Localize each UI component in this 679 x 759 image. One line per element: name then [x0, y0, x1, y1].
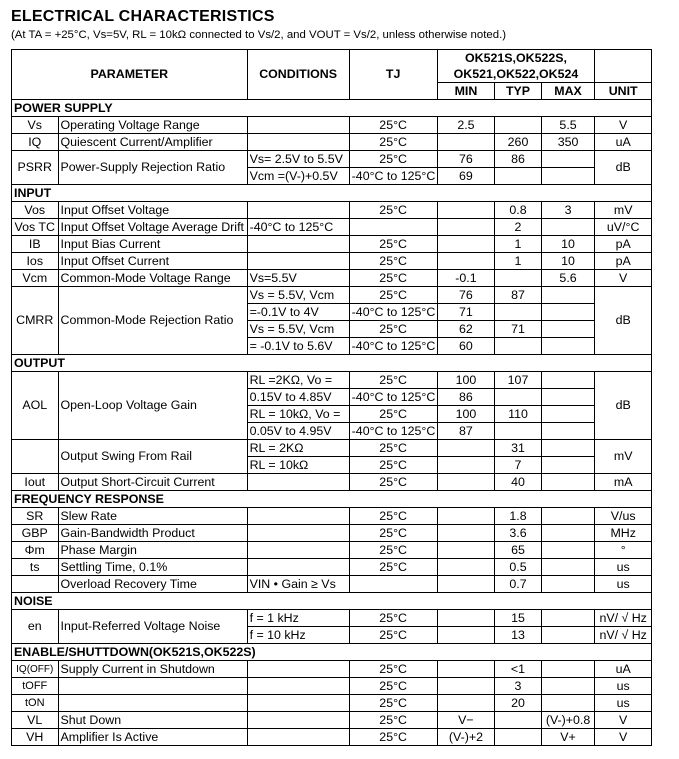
- page-title: ELECTRICAL CHARACTERISTICS: [11, 8, 275, 25]
- unit: us: [595, 559, 652, 576]
- conditions: [247, 695, 349, 712]
- table-row: [12, 202, 652, 219]
- tj: 25°C: [349, 134, 437, 151]
- min: 100: [437, 372, 495, 389]
- tj: 25°C: [349, 253, 437, 270]
- typ: 110: [495, 406, 542, 423]
- symbol: CMRR: [12, 287, 59, 355]
- min: [437, 695, 495, 712]
- table-row: [12, 440, 652, 457]
- max: 10: [541, 236, 595, 253]
- typ: [495, 270, 542, 287]
- tj: 25°C: [349, 525, 437, 542]
- tj: 25°C: [349, 627, 437, 644]
- tj: 25°C: [349, 542, 437, 559]
- unit: V: [595, 270, 652, 287]
- max: [541, 372, 595, 389]
- max: [541, 661, 595, 678]
- max: [541, 525, 595, 542]
- typ: 3.6: [495, 525, 542, 542]
- max: [541, 542, 595, 559]
- typ: 86: [495, 151, 542, 168]
- symbol: [12, 440, 59, 474]
- min: V−: [437, 712, 495, 729]
- min: [437, 627, 495, 644]
- table-row: [12, 474, 652, 491]
- min: [437, 542, 495, 559]
- unit: V/us: [595, 508, 652, 525]
- unit: mA: [595, 474, 652, 491]
- min: [437, 457, 495, 474]
- parameter: Output Swing From Rail: [58, 440, 247, 474]
- parameter: Input Offset Voltage: [58, 202, 247, 219]
- max: [541, 304, 595, 321]
- unit: dB: [595, 151, 652, 185]
- typ: [495, 168, 542, 185]
- conditions: [247, 525, 349, 542]
- header-unit: UNIT: [595, 83, 652, 100]
- min: [437, 253, 495, 270]
- typ: 7: [495, 457, 542, 474]
- typ: 20: [495, 695, 542, 712]
- typ: [495, 117, 542, 134]
- parameter: Input Bias Current: [58, 236, 247, 253]
- symbol: Φm: [12, 542, 59, 559]
- conditions: [247, 202, 349, 219]
- header-typ: TYP: [495, 83, 542, 100]
- max: [541, 695, 595, 712]
- header-conditions: CONDITIONS: [247, 50, 349, 100]
- symbol: Vs: [12, 117, 59, 134]
- min: 60: [437, 338, 495, 355]
- parameter: [58, 678, 247, 695]
- table-row: [12, 610, 652, 627]
- parameter: Input Offset Voltage Average Drift: [58, 219, 247, 236]
- table-row: [12, 253, 652, 270]
- typ: 0.7: [495, 576, 542, 593]
- max: [541, 338, 595, 355]
- section-input: INPUT: [12, 185, 652, 202]
- conditions: [247, 236, 349, 253]
- parameter: Common-Mode Voltage Range: [58, 270, 247, 287]
- conditions: [247, 661, 349, 678]
- electrical-characteristics-table: [11, 49, 652, 746]
- symbol: IQ: [12, 134, 59, 151]
- min: [437, 440, 495, 457]
- conditions: RL = 2KΩ: [247, 440, 349, 457]
- typ: 1: [495, 236, 542, 253]
- symbol: [12, 576, 59, 593]
- symbol: en: [12, 610, 59, 644]
- section-noise: NOISE: [12, 593, 652, 610]
- max: [541, 168, 595, 185]
- min: 2.5: [437, 117, 495, 134]
- min: 76: [437, 151, 495, 168]
- min: [437, 202, 495, 219]
- parameter: Shut Down: [58, 712, 247, 729]
- conditions: [247, 117, 349, 134]
- tj: 25°C: [349, 202, 437, 219]
- table-row: [12, 729, 652, 746]
- tj: 25°C: [349, 559, 437, 576]
- min: 87: [437, 423, 495, 440]
- max: 3: [541, 202, 595, 219]
- section-power-supply: POWER SUPPLY: [12, 100, 652, 117]
- unit: V: [595, 117, 652, 134]
- unit: pA: [595, 253, 652, 270]
- typ: 107: [495, 372, 542, 389]
- conditions: -40°C to 125°C: [247, 219, 349, 236]
- max: [541, 627, 595, 644]
- parameter: Open-Loop Voltage Gain: [58, 372, 247, 440]
- table-row: [12, 661, 652, 678]
- parameter: Settling Time, 0.1%: [58, 559, 247, 576]
- typ: 71: [495, 321, 542, 338]
- conditions: [247, 253, 349, 270]
- max: [541, 678, 595, 695]
- tj: 25°C: [349, 729, 437, 746]
- symbol: AOL: [12, 372, 59, 440]
- min: 62: [437, 321, 495, 338]
- conditions: =-0.1V to 4V: [247, 304, 349, 321]
- parameter: Supply Current in Shutdown: [58, 661, 247, 678]
- unit: dB: [595, 372, 652, 440]
- table-row: [12, 134, 652, 151]
- page-subtitle: (At TA = +25°C, Vs=5V, RL = 10kΩ connected to Vs/2, and VOUT = Vs/2, unless otherwise noted.): [11, 29, 507, 41]
- tj: 25°C: [349, 474, 437, 491]
- tj: 25°C: [349, 321, 437, 338]
- conditions: [247, 712, 349, 729]
- typ: 3: [495, 678, 542, 695]
- conditions: 0.15V to 4.85V: [247, 389, 349, 406]
- tj: -40°C to 125°C: [349, 389, 437, 406]
- max: [541, 457, 595, 474]
- tj: 25°C: [349, 695, 437, 712]
- unit: V: [595, 729, 652, 746]
- section-frequency-response: FREQUENCY RESPONSE: [12, 491, 652, 508]
- typ: 40: [495, 474, 542, 491]
- table-row: [12, 559, 652, 576]
- table-row: [12, 576, 652, 593]
- symbol: IB: [12, 236, 59, 253]
- parameter: Common-Mode Rejection Ratio: [58, 287, 247, 355]
- max: (V-)+0.8: [541, 712, 595, 729]
- typ: [495, 389, 542, 406]
- table-row: [12, 270, 652, 287]
- conditions: [247, 474, 349, 491]
- tj: -40°C to 125°C: [349, 423, 437, 440]
- conditions: Vs = 5.5V, Vcm: [247, 287, 349, 304]
- table-row: [12, 712, 652, 729]
- min: [437, 576, 495, 593]
- max: [541, 508, 595, 525]
- typ: 0.5: [495, 559, 542, 576]
- typ: 0.8: [495, 202, 542, 219]
- min: 100: [437, 406, 495, 423]
- conditions: VIN • Gain ≥ Vs: [247, 576, 349, 593]
- table-row: [12, 525, 652, 542]
- table-row: [12, 678, 652, 695]
- parameter: Quiescent Current/Amplifier: [58, 134, 247, 151]
- parameter: [58, 695, 247, 712]
- typ: [495, 423, 542, 440]
- typ: 15: [495, 610, 542, 627]
- symbol: Vos: [12, 202, 59, 219]
- typ: 87: [495, 287, 542, 304]
- typ: [495, 712, 542, 729]
- conditions: [247, 508, 349, 525]
- min: [437, 219, 495, 236]
- unit: mV: [595, 202, 652, 219]
- min: [437, 661, 495, 678]
- parameter: Gain-Bandwidth Product: [58, 525, 247, 542]
- min: 86: [437, 389, 495, 406]
- typ: <1: [495, 661, 542, 678]
- max: [541, 287, 595, 304]
- tj: 25°C: [349, 440, 437, 457]
- max: [541, 321, 595, 338]
- symbol: IQ(OFF): [12, 661, 59, 678]
- conditions: Vs = 5.5V, Vcm: [247, 321, 349, 338]
- min: 76: [437, 287, 495, 304]
- unit: V: [595, 712, 652, 729]
- unit: uV/°C: [595, 219, 652, 236]
- table-row: [12, 219, 652, 236]
- table-row: [12, 117, 652, 134]
- parameter: Amplifier Is Active: [58, 729, 247, 746]
- unit: us: [595, 576, 652, 593]
- tj: 25°C: [349, 661, 437, 678]
- max: [541, 559, 595, 576]
- unit: dB: [595, 287, 652, 355]
- conditions: Vs=5.5V: [247, 270, 349, 287]
- max: V+: [541, 729, 595, 746]
- typ: 13: [495, 627, 542, 644]
- conditions: [247, 134, 349, 151]
- max: [541, 151, 595, 168]
- symbol: Ios: [12, 253, 59, 270]
- parameter: Phase Margin: [58, 542, 247, 559]
- max: [541, 610, 595, 627]
- unit: nV/ √ Hz: [595, 610, 652, 627]
- header-min: MIN: [437, 83, 495, 100]
- tj: -40°C to 125°C: [349, 304, 437, 321]
- symbol: Vos TC: [12, 219, 59, 236]
- min: [437, 474, 495, 491]
- typ: 1.8: [495, 508, 542, 525]
- min: [437, 134, 495, 151]
- parameter: Overload Recovery Time: [58, 576, 247, 593]
- min: [437, 610, 495, 627]
- symbol: VL: [12, 712, 59, 729]
- conditions: f = 10 kHz: [247, 627, 349, 644]
- max: [541, 406, 595, 423]
- table-row: [12, 372, 652, 389]
- table-row: [12, 287, 652, 304]
- min: [437, 236, 495, 253]
- symbol: tOFF: [12, 678, 59, 695]
- tj: [349, 576, 437, 593]
- unit: nV/ √ Hz: [595, 627, 652, 644]
- symbol: Vcm: [12, 270, 59, 287]
- parameter: Power-Supply Rejection Ratio: [58, 151, 247, 185]
- unit: pA: [595, 236, 652, 253]
- min: -0.1: [437, 270, 495, 287]
- tj: 25°C: [349, 270, 437, 287]
- min: [437, 559, 495, 576]
- conditions: f = 1 kHz: [247, 610, 349, 627]
- conditions: Vcm =(V-)+0.5V: [247, 168, 349, 185]
- max: 350: [541, 134, 595, 151]
- max: [541, 576, 595, 593]
- conditions: Vs= 2.5V to 5.5V: [247, 151, 349, 168]
- conditions: [247, 678, 349, 695]
- symbol: ts: [12, 559, 59, 576]
- min: [437, 678, 495, 695]
- parameter: Input Offset Current: [58, 253, 247, 270]
- symbol: Iout: [12, 474, 59, 491]
- header-blank: [595, 50, 652, 83]
- table-row: [12, 695, 652, 712]
- table-row: [12, 508, 652, 525]
- max: 10: [541, 253, 595, 270]
- conditions: [247, 542, 349, 559]
- symbol: tON: [12, 695, 59, 712]
- typ: 2: [495, 219, 542, 236]
- unit: mV: [595, 440, 652, 474]
- tj: 25°C: [349, 117, 437, 134]
- max: [541, 423, 595, 440]
- header-parameter: PARAMETER: [12, 50, 248, 100]
- tj: 25°C: [349, 678, 437, 695]
- tj: 25°C: [349, 712, 437, 729]
- tj: [349, 219, 437, 236]
- typ: 1: [495, 253, 542, 270]
- symbol: SR: [12, 508, 59, 525]
- table-row: [12, 151, 652, 168]
- unit: us: [595, 695, 652, 712]
- tj: 25°C: [349, 457, 437, 474]
- tj: 25°C: [349, 610, 437, 627]
- typ: 31: [495, 440, 542, 457]
- max: [541, 389, 595, 406]
- tj: 25°C: [349, 236, 437, 253]
- section-output: OUTPUT: [12, 355, 652, 372]
- unit: uA: [595, 661, 652, 678]
- min: 69: [437, 168, 495, 185]
- min: 71: [437, 304, 495, 321]
- tj: 25°C: [349, 406, 437, 423]
- conditions: RL = 10kΩ, Vo =: [247, 406, 349, 423]
- parameter: Operating Voltage Range: [58, 117, 247, 134]
- tj: -40°C to 125°C: [349, 338, 437, 355]
- section-enable-shutdown: ENABLE/SHUTTDOWN(OK521S,OK522S): [12, 644, 652, 661]
- max: [541, 219, 595, 236]
- symbol: PSRR: [12, 151, 59, 185]
- tj: 25°C: [349, 372, 437, 389]
- tj: 25°C: [349, 287, 437, 304]
- tj: 25°C: [349, 508, 437, 525]
- parameter: Input-Referred Voltage Noise: [58, 610, 247, 644]
- unit: us: [595, 678, 652, 695]
- conditions: [247, 559, 349, 576]
- typ: [495, 304, 542, 321]
- conditions: 0.05V to 4.95V: [247, 423, 349, 440]
- min: [437, 508, 495, 525]
- conditions: = -0.1V to 5.6V: [247, 338, 349, 355]
- max: 5.5: [541, 117, 595, 134]
- conditions: [247, 729, 349, 746]
- min: [437, 525, 495, 542]
- symbol: GBP: [12, 525, 59, 542]
- table-row: [12, 236, 652, 253]
- min: (V-)+2: [437, 729, 495, 746]
- header-parts: OK521S,OK522S, OK521,OK522,OK524: [437, 50, 595, 83]
- max: 5.6: [541, 270, 595, 287]
- conditions: RL =2KΩ, Vo =: [247, 372, 349, 389]
- conditions: RL = 10kΩ: [247, 457, 349, 474]
- unit: °: [595, 542, 652, 559]
- typ: [495, 729, 542, 746]
- symbol: VH: [12, 729, 59, 746]
- parameter: Slew Rate: [58, 508, 247, 525]
- typ: [495, 338, 542, 355]
- typ: 260: [495, 134, 542, 151]
- table-row: [12, 542, 652, 559]
- tj: -40°C to 125°C: [349, 168, 437, 185]
- unit: MHz: [595, 525, 652, 542]
- max: [541, 440, 595, 457]
- unit: uA: [595, 134, 652, 151]
- header-max: MAX: [541, 83, 595, 100]
- typ: 65: [495, 542, 542, 559]
- parameter: Output Short-Circuit Current: [58, 474, 247, 491]
- max: [541, 474, 595, 491]
- tj: 25°C: [349, 151, 437, 168]
- header-tj: TJ: [349, 50, 437, 100]
